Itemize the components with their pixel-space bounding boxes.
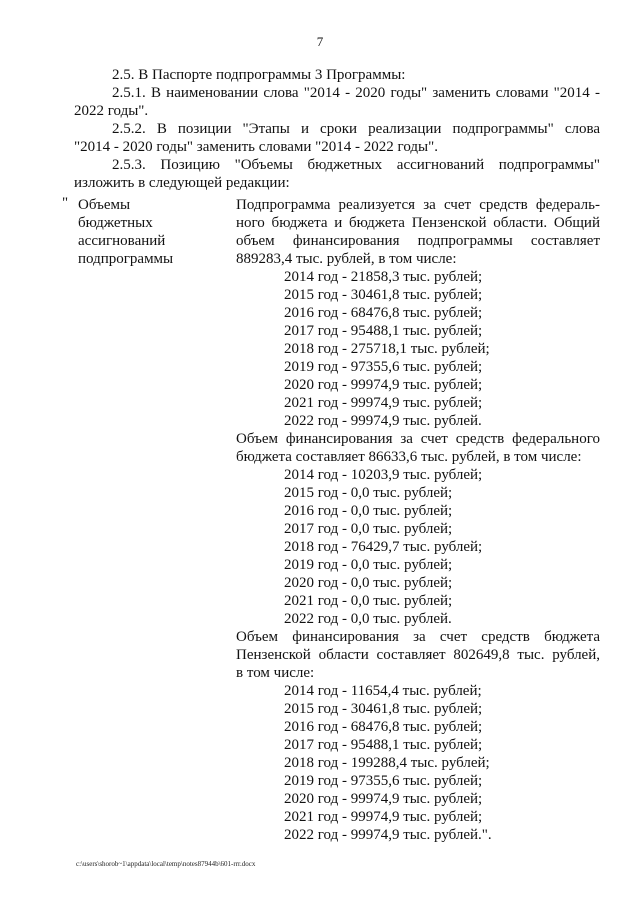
federal-funding-line: бюджета составляет 86633,6 тыс. рублей, в том числе: xyxy=(236,449,582,465)
regional-funding-line: в том числе: xyxy=(236,665,315,681)
total-funding-line: 889283,4 тыс. рублей, в том числе: xyxy=(236,251,457,267)
total-funding-line: объем финансирования подпрограммы составляет xyxy=(236,233,600,249)
regional-funding-block xyxy=(236,628,600,844)
year-amount: 2017 год - 95488,1 тыс. рублей; xyxy=(284,323,483,339)
year-amount: 2015 год - 30461,8 тыс. рублей; xyxy=(284,701,483,717)
paragraph-2-5: 2.5. В Паспорте подпрограммы 3 Программы: xyxy=(112,67,406,83)
position-label xyxy=(78,196,218,268)
year-amount: 2014 год - 11654,4 тыс. рублей; xyxy=(284,683,482,699)
total-funding-line: ного бюджета и бюджета Пензенской области. Общий xyxy=(236,215,600,231)
paragraph-2-5-2-line2: "2014 - 2020 годы" заменить словами "2014 - 2022 годы". xyxy=(74,139,438,155)
total-funding-block xyxy=(236,196,600,430)
year-amount: 2019 год - 97355,6 тыс. рублей; xyxy=(284,773,483,789)
position-label-line: Объемы xyxy=(78,197,131,213)
position-label-line: ассигнований xyxy=(78,233,166,249)
year-amount: 2018 год - 76429,7 тыс. рублей; xyxy=(284,539,483,555)
year-amount: 2016 год - 68476,8 тыс. рублей; xyxy=(284,305,483,321)
year-amount: 2016 год - 0,0 тыс. рублей; xyxy=(284,503,453,519)
paragraph-2-5-3-line2: изложить в следующей редакции: xyxy=(74,175,290,191)
federal-funding-line: Объем финансирования за счет средств федерального xyxy=(236,431,600,447)
year-amount: 2015 год - 0,0 тыс. рублей; xyxy=(284,485,453,501)
year-amount: 2019 год - 97355,6 тыс. рублей; xyxy=(284,359,483,375)
year-amount: 2022 год - 99974,9 тыс. рублей. xyxy=(284,413,482,429)
year-amount: 2021 год - 99974,9 тыс. рублей; xyxy=(284,395,483,411)
position-label-line: подпрограммы xyxy=(78,251,174,267)
year-amount: 2016 год - 68476,8 тыс. рублей; xyxy=(284,719,483,735)
funding-description xyxy=(236,196,600,844)
paragraph-2-5-1-line1: 2.5.1. В наименовании слова "2014 - 2020 годы" заменить словами "2014 - xyxy=(112,85,600,101)
federal-funding-block xyxy=(236,430,600,628)
year-amount: 2022 год - 0,0 тыс. рублей. xyxy=(284,611,452,627)
year-amount: 2017 год - 95488,1 тыс. рублей; xyxy=(284,737,483,753)
paragraph-2-5-3-line1: 2.5.3. Позицию "Объемы бюджетных ассигнований подпрограммы" xyxy=(112,157,600,173)
year-amount: 2021 год - 99974,9 тыс. рублей; xyxy=(284,809,483,825)
year-amount: 2014 год - 21858,3 тыс. рублей; xyxy=(284,269,483,285)
year-amount: 2021 год - 0,0 тыс. рублей; xyxy=(284,593,453,609)
total-funding-line: Подпрограмма реализуется за счет средств федераль- xyxy=(236,197,600,213)
page-number: 7 xyxy=(316,34,324,49)
year-amount: 2015 год - 30461,8 тыс. рублей; xyxy=(284,287,483,303)
regional-funding-line: Объем финансирования за счет средств бюджета xyxy=(236,629,600,645)
year-amount: 2018 год - 199288,4 тыс. рублей; xyxy=(284,755,490,771)
year-amount: 2022 год - 99974,9 тыс. рублей.". xyxy=(284,827,492,843)
year-amount: 2018 год - 275718,1 тыс. рублей; xyxy=(284,341,490,357)
paragraph-2-5-2-line1: 2.5.2. В позиции "Этапы и сроки реализации подпрограммы" слова xyxy=(112,121,600,137)
regional-funding-line: Пензенской области составляет 802649,8 тыс. рублей, xyxy=(236,647,600,663)
document-file-path: c:\users\shorob~1\appdata\local\temp\notes87944b\601-rrr.docx xyxy=(76,860,256,868)
year-amount: 2019 год - 0,0 тыс. рублей; xyxy=(284,557,453,573)
year-amount: 2017 год - 0,0 тыс. рублей; xyxy=(284,521,453,537)
year-amount: 2020 год - 99974,9 тыс. рублей; xyxy=(284,791,483,807)
opening-quote: " xyxy=(62,195,69,211)
position-label-line: бюджетных xyxy=(78,215,153,231)
year-amount: 2020 год - 99974,9 тыс. рублей; xyxy=(284,377,483,393)
year-amount: 2020 год - 0,0 тыс. рублей; xyxy=(284,575,453,591)
year-amount: 2014 год - 10203,9 тыс. рублей; xyxy=(284,467,483,483)
paragraph-2-5-1-line2: 2022 годы". xyxy=(74,103,149,119)
